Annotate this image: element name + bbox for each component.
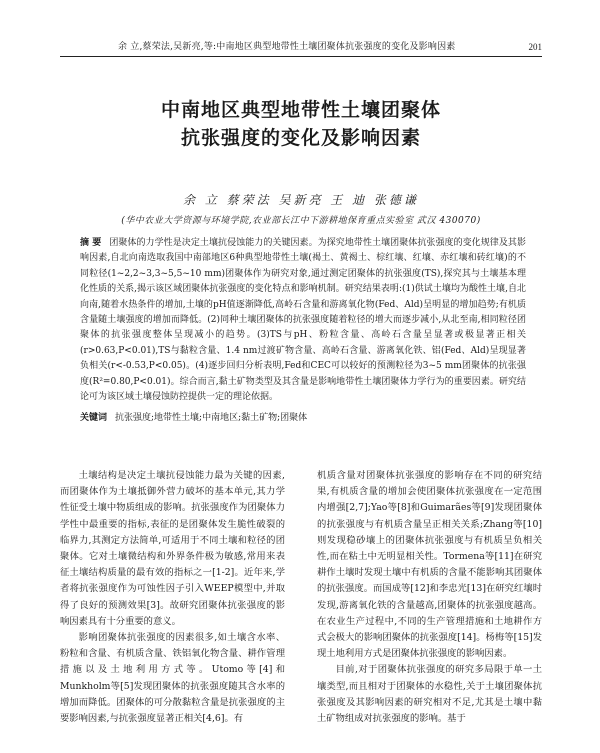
abstract-text: 团聚体的力学性是决定土壤抗侵蚀能力的关键因素。为探究地带性土壤团聚体抗张强度的变化规律及其影响因素,自北向南选取我国中南部地区6种典型地带性土壤(褐土、黄褐土、棕红壤、红壤、赤红壤和砖红壤)的不同粒径(1~2,2~3,3~5,5~10 mm)团聚体作为研究对象,通过测定团聚体的抗张强度(TS),探究其与土壤基本理化性质的关系,揭示该区域团聚体抗张强度的变化特点和影响机制。研究结果表明:(1)供试土壤均为酸性土壤,自北向南,随着水热条件的增加,土壤的pH值逐渐降低,高岭石含量和游离氧化物(Fed、Ald)呈明显的增加趋势;有机质含量随土壤强度的增加而降低。(2)同种土壤团聚体的抗张强度随着粒径的增大而逐步减小,从北至南,相同粒径团聚体的抗张强度整体呈现减小的趋势。(3)TS与pH、粉粒含量、高岭石含量呈显著或极显著正相关(r>0.63,P<0.01),TS与黏粒含量、1.4 nm过渡矿物含量、高岭石含量、游离氧化铁、铝(Fed、Ald)呈现显著负相关(r<-0.53,P<0.05)。(4)逐步回归分析表明,Fed和CEC可以较好的预测粒径为3~5 mm团聚体的抗张强度(R²=0.80,P<0.01)。综合而言,黏土矿物类型及其含量是影响地带性土壤团聚体力学行为的重要因素。研究结论可为该区域土壤侵蚀防控提供一定的理论依据。 [80,238,526,403]
body-column-left [60,468,285,727]
abstract [80,236,526,405]
body-paragraph: 影响团聚体抗张强度的因素很多,如土壤含水率、粉粒和含量、有机质含量、铁铝氧化物含量、耕作管理措施以及土地利用方式等。Utomo等[4]和Munkholm等[5]发现团聚体的抗张强度随其含水率的增加而降低。团聚体的可分散黏粒含量是抗张强度的主要影响因素,与抗张强度显著正相关[4,6]。有 [60,632,285,725]
body-column-right [317,468,542,727]
affiliation: (华中农业大学资源与环境学院,农业部长江中下游耕地保育重点实验室 武汉 430070) [121,216,481,226]
article-title [60,96,542,152]
title-line-2: 抗张强度的变化及影响因素 [180,127,421,149]
page-number: 201 [528,42,542,52]
body-paragraph: 机质含量对团聚体抗张强度的影响存在不同的研究结果,有机质含量的增加会使团聚体抗张强度在一定范围内增强[2,7];Yao等[8]和Guimarães等[9]发现团聚体的抗张强度与有机质含量呈正相关关系;Zhang等[10]则发现稳砂壤上的团聚体抗张强度与有机质呈负相关性,而在粘土中无明显相关性。Tormena等[11]在研究耕作土壤时发现土壤中有机质的含量不能影响其团聚体的抗张强度。而国成等[12]和李忠光[13]在研究红壤时发现,游离氧化铁的含量越高,团聚体的抗张强度越高。在农业生产过程中,不同的生产管理措施和土地耕作方式会极大的影响团聚体的抗张强度[14]。杨梅等[15]发现土地利用方式是团聚体抗张强度的影响因素。 [317,470,542,660]
keywords-label: 关键词 [80,413,108,423]
body-paragraph: 目前,对于团聚体抗张强度的研究多局限于单一土壤类型,而且相对于团聚体的水稳性,关于土壤团聚体抗张强度及其影响因素的研究相对不足,尤其是土壤中黏土矿物组成对抗张强度的影响。基于 [317,664,542,725]
keywords-text: 抗张强度;地带性土壤;中南地区;黏土矿物;团聚体 [115,413,308,423]
keywords [80,411,526,426]
running-header [60,40,542,54]
title-line-1: 中南地区典型地带性土壤团聚体 [160,99,441,121]
header-divider [60,56,542,57]
author-list: 余 立 蔡荣法 吴新亮 王 迪 张德谦 [183,193,419,207]
abstract-label: 摘 要 [80,238,102,248]
running-header-text: 余 立,蔡荣法,吴新亮,等:中南地区典型地带性土壤团聚体抗张强度的变化及影响因素 [118,42,456,52]
body-paragraph: 土壤结构是决定土壤抗侵蚀能力最为关键的因素,而团聚体作为土壤抵御外营力破坏的基本单元,其力学性征受土壤中物质组成的影响。抗张强度作为团聚体力学性中最重要的指标,表征的是团聚体发生脆性破裂的临界力,其测定方法简单,可适用于不同土壤和粒径的团聚体。它对土壤微结构和外界条件极为敏感,常用来表征土壤结构质量的最有效的指标之一[1-2]。近年来,学者将抗张强度作为可蚀性因子引入WEEP模型中,并取得了良好的预测效果[3]。故研究团聚体抗张强度的影响因素具有十分重要的意义。 [60,470,285,627]
